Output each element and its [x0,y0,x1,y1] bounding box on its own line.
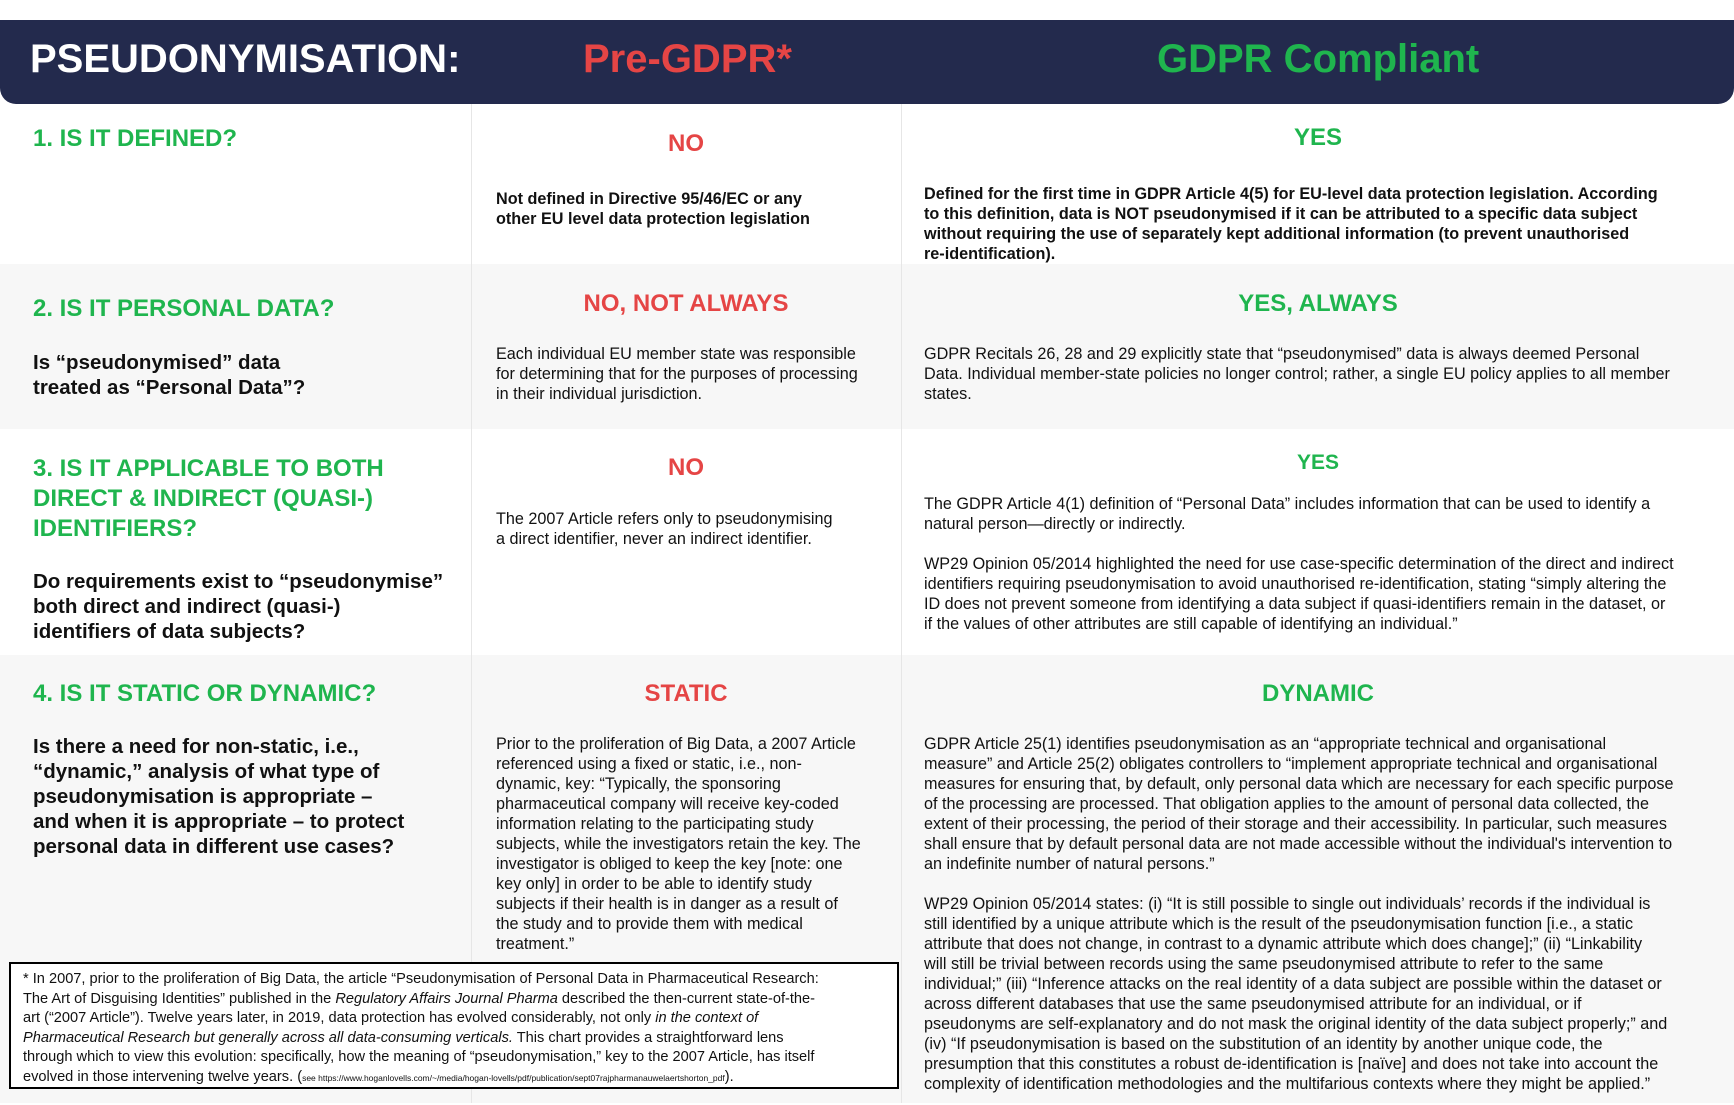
text-line: the study and to provide them with medical [496,915,803,933]
text-line: to this definition, data is NOT pseudonymised if it can be attributed to a specific data subject [924,205,1638,223]
question-3-title [33,454,384,544]
text-line: The 2007 Article refers only to pseudonymising [496,510,833,528]
footnote-text: ). [724,1068,734,1085]
text-line: personal data in different use cases? [33,835,395,858]
question-3-pre-answer: NO [668,454,704,481]
text-line: Is there a need for non-static, i.e., [33,735,359,758]
text-line: a direct identifier, never an indirect identifier. [496,530,812,548]
footnote-line [23,1029,885,1049]
question-4-gdpr-text [924,734,1706,1094]
text-line: ID does not prevent someone from identifying a data subject if quasi-identifiers remain in the dataset, or [924,595,1666,613]
footnote-line [23,990,885,1010]
text-line: GDPR Recitals 26, 28 and 29 explicitly state that “pseudonymised” data is always deemed Personal [924,345,1640,363]
question-2-title: 2. IS IT PERSONAL DATA? [33,295,335,322]
text-line: treated as “Personal Data”? [33,376,306,399]
text-line: presumption that this constitutes a robust de-identification is [naïve] and does not take into account the [924,1055,1659,1073]
text-line: information relating to the participating study [496,815,814,833]
footnote-italic-text: Pharmaceutical Research but generally across all data-consuming verticals. [23,1029,513,1046]
text-line: The GDPR Article 4(1) definition of “Personal Data” includes information that can be used to identify a [924,495,1651,513]
text-line: will still be trivial between records using the same pseudonymised attribute to refer to the same [924,955,1604,973]
text-line: pseudonymisation is appropriate – [33,785,373,808]
text-line: if the values of other attributes are still capable of identifying an individual.” [924,615,1458,633]
text-line: identifiers of data subjects? [33,620,306,643]
text-line: subjects, while the investigators retain the key. The [496,835,861,853]
text-line: WP29 Opinion 05/2014 highlighted the need for use case-specific determination of the direct and indirect [924,555,1674,573]
text-line: IDENTIFIERS? [33,515,198,542]
question-2-pre-answer: NO, NOT ALWAYS [583,290,789,317]
text-line: extent of their processing, the period of their storage and their accessibility. In particular, such measures [924,815,1667,833]
text-line: Do requirements exist to “pseudonymise” [33,570,444,593]
question-2-gdpr-text [924,344,1706,404]
text-line: GDPR Article 25(1) identifies pseudonymisation as an “appropriate technical and organisational [924,735,1607,753]
footnote-line: through which to view this evolution: specifically, how the meaning of “pseudonymisation,” key to the 2007 Article, has itself [23,1049,815,1066]
text-line: attribute that does not change, in contrast to a dynamic attribute which does change];” (ii) “Linkability [924,935,1643,953]
pre-gdpr-column-header: Pre-GDPR* [583,37,792,81]
footnote-text: The Art of Disguising Identities” published in the [23,990,336,1007]
footnote-box [9,962,899,1089]
question-1-title: 1. IS IT DEFINED? [33,125,238,152]
question-4-pre-text [496,734,891,954]
question-2-gdpr-answer: YES, ALWAYS [1238,290,1398,317]
footnote-text: art (“2007 Article”). Twelve years later, in 2019, data protection has evolved considerably, not only [23,1010,656,1027]
footnote-source-link[interactable]: see https://www.hoganlovells.com/~/media/hogan-lovells/pdf/publication/sept07rajpharmanauwelaertshorton_pdf [302,1072,725,1083]
text-line: measure” and Article 25(2) obligates controllers to “implement appropriate technical and organisational [924,755,1658,773]
text-line: pharmaceutical company will receive key-coded [496,795,839,813]
footnote-italic-text: in the context of [655,1010,759,1027]
footnote-text: described the then-current state-of-the- [557,990,816,1007]
text-line: an indefinite number of natural persons.” [924,855,1215,873]
question-1-pre-text [496,189,891,229]
text-line: Is “pseudonymised” data [33,351,281,374]
question-1-gdpr-answer: YES [1293,124,1343,151]
text-line: 3. IS IT APPLICABLE TO BOTH [33,455,384,482]
text-line: key only] in order to be able to identify study [496,875,812,893]
text-line: DIRECT & INDIRECT (QUASI-) [33,485,373,512]
text-line: across different databases that use the same pseudonymised attribute for an individual, or if [924,995,1582,1013]
text-line: for determining that for the purposes of processing [496,365,858,383]
question-3-pre-text [496,509,891,549]
text-line: states. [924,385,972,403]
question-2-subtitle [33,350,473,400]
question-3-gdpr-text [924,494,1706,634]
text-line: still identified by a unique attribute which is the result of the pseudonymisation function [i.e., a static [924,915,1634,933]
text-line: in their individual jurisdiction. [496,385,703,403]
text-line: other EU level data protection legislation [496,210,810,228]
text-line: WP29 Opinion 05/2014 states: (i) “It is still possible to single out individuals’ records if the individual is [924,895,1651,913]
footnote-line [23,1068,885,1089]
text-line: Not defined in Directive 95/46/EC or any [496,190,802,208]
question-2-pre-text [496,344,891,404]
question-1-gdpr-text [924,184,1706,264]
text-line: measures for ensuring that, by default, only personal data which are necessary for each specific purpose [924,775,1674,793]
header-bar [0,20,1734,104]
footnote-text: evolved in those intervening twelve years. ( [23,1068,303,1085]
text-line: of the processing are processed. That obligation applies to the amount of personal data collected, the [924,795,1650,813]
question-4-title: 4. IS IT STATIC OR DYNAMIC? [33,680,377,707]
text-line: “dynamic,” analysis of what type of [33,760,380,783]
text-line: dynamic, key: “Typically, the sponsoring [496,775,781,793]
gdpr-compliant-column-header: GDPR Compliant [1157,37,1480,81]
question-4-subtitle [33,734,473,859]
page-title: PSEUDONYMISATION: [30,37,461,81]
text-line: Defined for the first time in GDPR Article 4(5) for EU-level data protection legislation. According [924,185,1658,203]
text-line: natural person—directly or indirectly. [924,515,1186,533]
text-line: without requiring the use of separately kept additional information (to prevent unauthorised [924,225,1630,243]
text-line: referenced using a fixed or static, i.e., non- [496,755,802,773]
question-4-gdpr-answer: DYNAMIC [1262,680,1374,707]
text-line: shall ensure that by default personal data are not made accessible without the individual's intervention to [924,835,1673,853]
text-line: pseudonyms are self-explanatory and do not mask the original identity of the data subject properly;” and [924,1015,1668,1033]
footnote-line: * In 2007, prior to the proliferation of Big Data, the article “Pseudonymisation of Personal Data in Pharmaceutical Research: [23,971,819,987]
text-line: treatment.” [496,935,575,953]
text-line: complexity of identification methodologies and the multifarious contexts where they might be applied.” [924,1075,1651,1093]
text-line: and when it is appropriate – to protect [33,810,405,833]
footnote-text: This chart provides a straightforward lens [512,1029,784,1046]
question-4-pre-answer: STATIC [644,680,728,707]
footnote-line [23,1009,885,1029]
text-line: investigator is obliged to keep the key [note: one [496,855,843,873]
question-1-pre-answer: NO [668,130,704,157]
text-line: (iv) “If pseudonymisation is based on the substitution of an identity by another unique code, the [924,1035,1603,1053]
text-line: individual;” (iii) “Inference attacks on the real identity of a data subject are possible within the dataset or [924,975,1662,993]
text-line: identifiers requiring pseudonymisation to avoid unauthorised re-identification, stating “simply altering the [924,575,1667,593]
text-line: subjects if their health is in danger as a result of [496,895,838,913]
text-line: re-identification). [924,245,1056,263]
question-3-gdpr-answer: YES [1296,451,1340,474]
text-line: Data. Individual member-state policies no longer control; rather, a single EU policy applies to all member [924,365,1670,383]
text-line: Each individual EU member state was responsible [496,345,856,363]
text-line: both direct and indirect (quasi-) [33,595,341,618]
column-divider [901,104,902,1103]
text-line: Prior to the proliferation of Big Data, a 2007 Article [496,735,856,753]
footnote-journal-title: Regulatory Affairs Journal Pharma [335,990,558,1007]
question-3-subtitle [33,569,473,644]
